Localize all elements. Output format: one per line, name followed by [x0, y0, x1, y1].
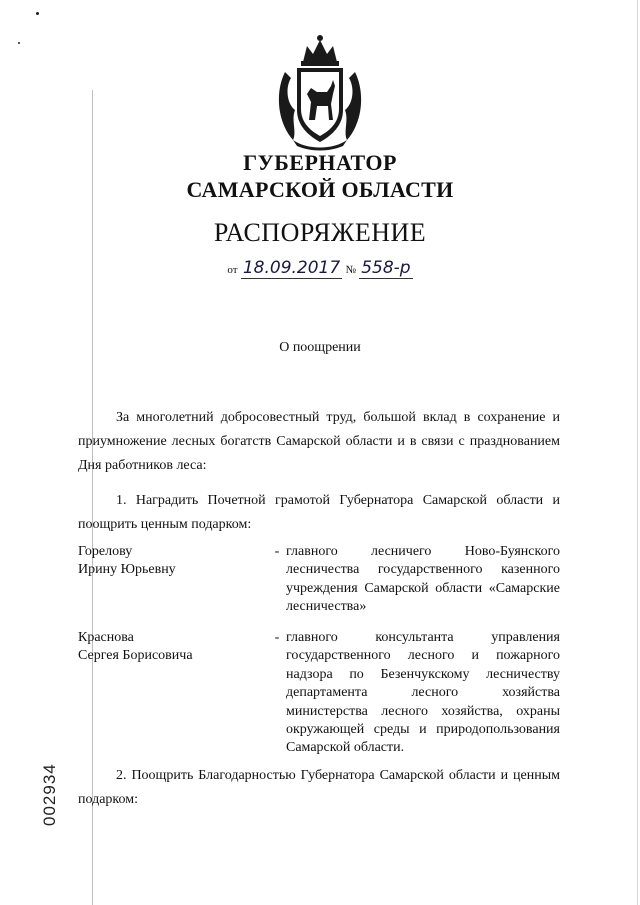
recipient-surname: Краснова	[78, 630, 134, 645]
item-1-text: 1. Наградить Почетной грамотой Губернатора Самарской области и поощрить ценным подарком:	[78, 493, 560, 532]
recipient-dash: -	[274, 544, 280, 559]
recipient-dash: -	[274, 630, 280, 645]
item-1-paragraph	[78, 489, 560, 537]
number-label: №	[345, 264, 356, 276]
coat-of-arms-emblem	[273, 32, 367, 152]
recipient-name	[78, 543, 268, 580]
recipient-surname: Горелову	[78, 544, 133, 559]
recipient-position: главного консультанта управления государственного лесного и пожарного надзора по Безенчукскому лесничеству департамента лесного хозяйства министерства лесного хозяйства, охраны окружающей среды и природопользования Самарской области.	[286, 630, 560, 756]
scan-speck	[36, 12, 39, 15]
document-subject: О поощрении	[279, 340, 361, 355]
preamble-paragraph	[78, 406, 560, 478]
item-2-paragraph	[78, 764, 560, 812]
scan-speck	[18, 42, 20, 44]
scan-artifact-line	[637, 0, 638, 905]
handwritten-date: 18.09.2017	[242, 258, 341, 278]
recipient-given-names: Ирину Юрьевну	[78, 562, 176, 578]
date-label: от	[227, 264, 238, 276]
recipient-given-names: Сергея Борисовича	[78, 648, 193, 664]
date-number-line	[0, 258, 640, 278]
header-title-line1: ГУБЕРНАТОР	[243, 150, 397, 175]
handwritten-number: 558-р	[361, 258, 411, 278]
header-title-line2: САМАРСКОЙ ОБЛАСТИ	[186, 177, 454, 202]
preamble-text: За многолетний добросовестный труд, большой вклад в сохранение и приумножение лесных богатств Самарской области и в связи с празднованием Дня работников леса:	[78, 410, 560, 473]
item-2-text: 2. Поощрить Благодарностью Губернатора Самарской области и ценным подарком:	[78, 768, 560, 807]
document-type-title: РАСПОРЯЖЕНИЕ	[213, 218, 427, 247]
recipient-name	[78, 629, 268, 666]
recipient-position: главного лесничего Ново-Буянского лесничества государственного казенного учреждения Самарской области «Самарские лесничества»	[286, 544, 560, 615]
registration-stamp-number: 002934	[40, 763, 59, 827]
